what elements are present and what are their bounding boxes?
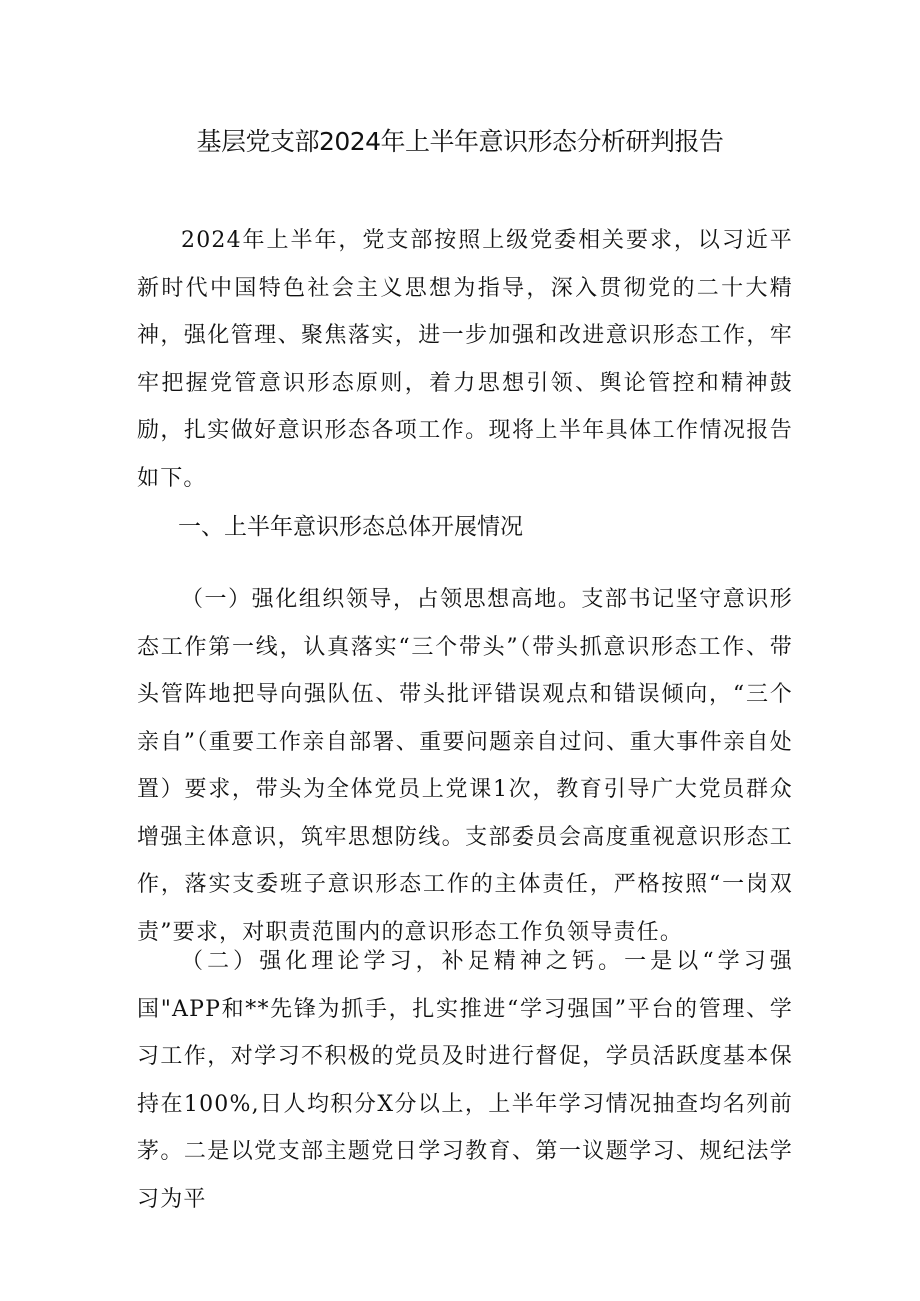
section-heading: 一、上半年意识形态总体开展情况 <box>178 514 523 540</box>
paragraph-organization-leadership: （一）强化组织领导，占领思想高地。支部书记坚守意识形态工作第一线，认真落实“三个带头”（带头抓意识形态工作、带头管阵地把导向强队伍、带头批评错误观点和错误倾向，“三个亲自”（重要工作亲自部署、重要问题亲自过问、重大事件亲自处置）要求，带头为全体党员上党课1次，教育引导广大党员群众增强主体意识，筑牢思想防线。支部委员会高度重视意识形态工作，落实支委班子意识形态工作的主体责任，严格按照“一岗双责”要求，对职责范围内的意识形态工作负领导责任。 <box>137 587 793 945</box>
intro-paragraph: 2024年上半年，党支部按照上级党委相关要求，以习近平新时代中国特色社会主义思想为指导，深入贯彻党的二十大精神，强化管理、聚焦落实，进一步加强和改进意识形态工作，牢牢把握党管意识形态原则，着力思想引领、舆论管控和精神鼓励，扎实做好意识形态各项工作。现将上半年具体工作情况报告如下。 <box>137 228 793 491</box>
paragraph-theory-study: （二）强化理论学习，补足精神之钙。一是以“学习强国"APP和**先锋为抓手，扎实推进“学习强国”平台的管理、学习工作，对学习不积极的党员及时进行督促，学员活跃度基本保持在100%,日人均积分X分以上，上半年学习情况抽查均名列前茅。二是以党支部主题党日学习教育、第一议题学习、规纪法学习为平 <box>137 949 793 1212</box>
document-title: 基层党支部2024年上半年意识形态分析研判报告 <box>196 127 724 156</box>
